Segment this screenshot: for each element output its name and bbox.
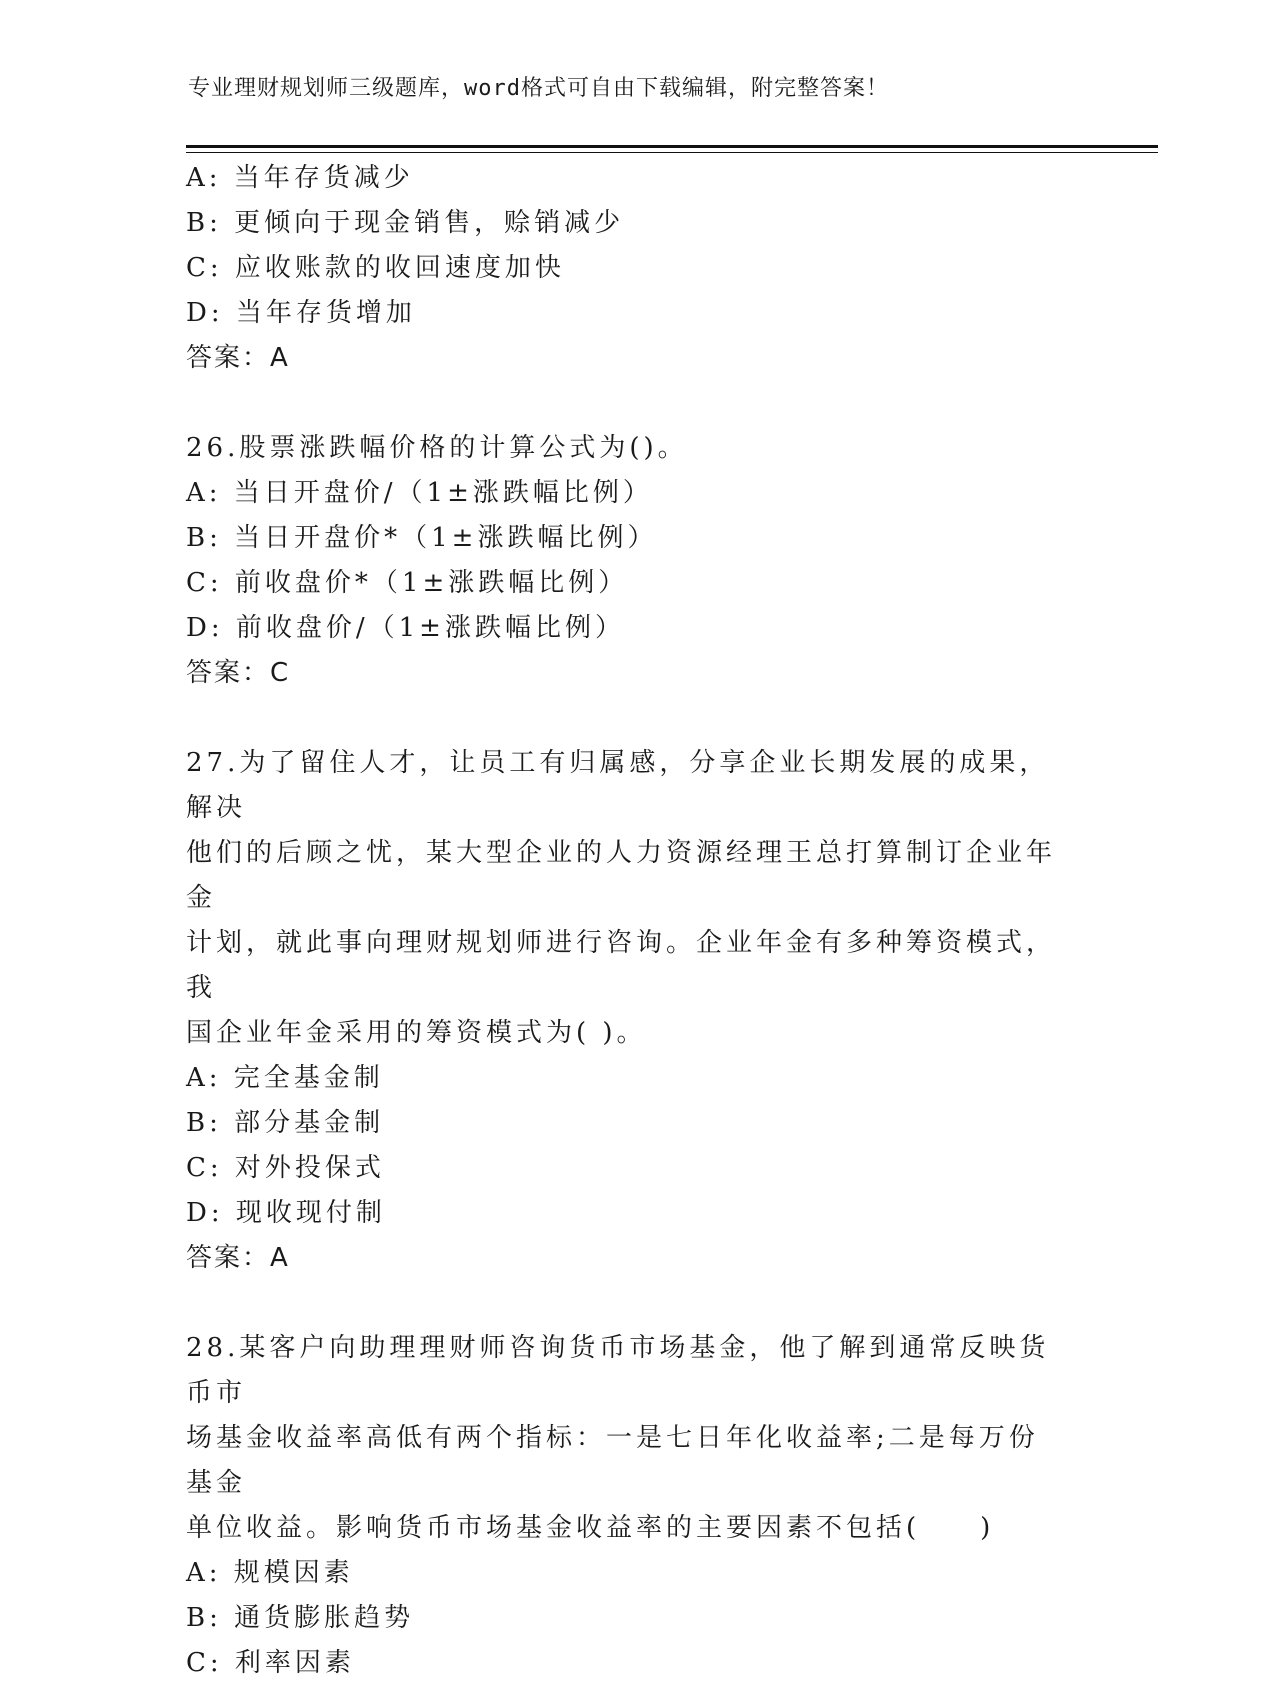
question-stem-line: 27.为了留住人才，让员工有归属感，分享企业长期发展的成果，解决 — [186, 748, 1050, 823]
option-d: D: 当年存货增加 — [186, 298, 416, 328]
option-b: B: 部分基金制 — [186, 1108, 385, 1138]
header-rule-thick — [186, 145, 1158, 148]
option-a: A: 完全基金制 — [186, 1063, 384, 1093]
option-b: B: 通货膨胀趋势 — [186, 1603, 415, 1633]
document-body — [186, 156, 1086, 1686]
option-c: C: 利率因素 — [186, 1648, 355, 1678]
option-a: A: 规模因素 — [186, 1558, 354, 1588]
answer-label: 答案：C — [186, 658, 291, 688]
question-stem-line: 单位收益。影响货币市场基金收益率的主要因素不包括( ) — [186, 1513, 995, 1543]
option-d: D: 前收盘价/（1±涨跌幅比例） — [186, 613, 625, 643]
question-25-continued — [186, 156, 1086, 381]
answer-label: 答案：A — [186, 343, 290, 373]
question-stem-line: 28.某客户向助理理财师咨询货币市场基金，他了解到通常反映货币市 — [186, 1333, 1050, 1408]
question-stem-line: 国企业年金采用的筹资模式为( )。 — [186, 1018, 647, 1048]
option-d: D: 现收现付制 — [186, 1198, 386, 1228]
option-c: C: 应收账款的收回速度加快 — [186, 253, 565, 283]
question-stem-line: 他们的后顾之忧，某大型企业的人力资源经理王总打算制订企业年金 — [186, 838, 1057, 913]
option-c: C: 前收盘价*（1±涨跌幅比例） — [186, 568, 629, 598]
question-27 — [186, 741, 1086, 1281]
option-c: C: 对外投保式 — [186, 1153, 385, 1183]
question-26 — [186, 426, 1086, 696]
page-header: 专业理财规划师三级题库，word格式可自由下载编辑，附完整答案！ — [188, 76, 889, 101]
option-a: A: 当日开盘价/（1±涨跌幅比例） — [186, 478, 653, 508]
question-stem-line: 场基金收益率高低有两个指标：一是七日年化收益率;二是每万份基金 — [186, 1423, 1039, 1498]
option-b: B: 当日开盘价*（1±涨跌幅比例） — [186, 523, 658, 553]
answer-label: 答案：A — [186, 1243, 290, 1273]
option-a: A: 当年存货减少 — [186, 163, 414, 193]
question-28 — [186, 1326, 1086, 1686]
question-stem-line: 26.股票涨跌幅价格的计算公式为()。 — [186, 433, 688, 463]
option-b: B: 更倾向于现金销售，赊销减少 — [186, 208, 625, 238]
header-rule-thin — [186, 152, 1158, 153]
question-stem-line: 计划，就此事向理财规划师进行咨询。企业年金有多种筹资模式，我 — [186, 928, 1057, 1003]
